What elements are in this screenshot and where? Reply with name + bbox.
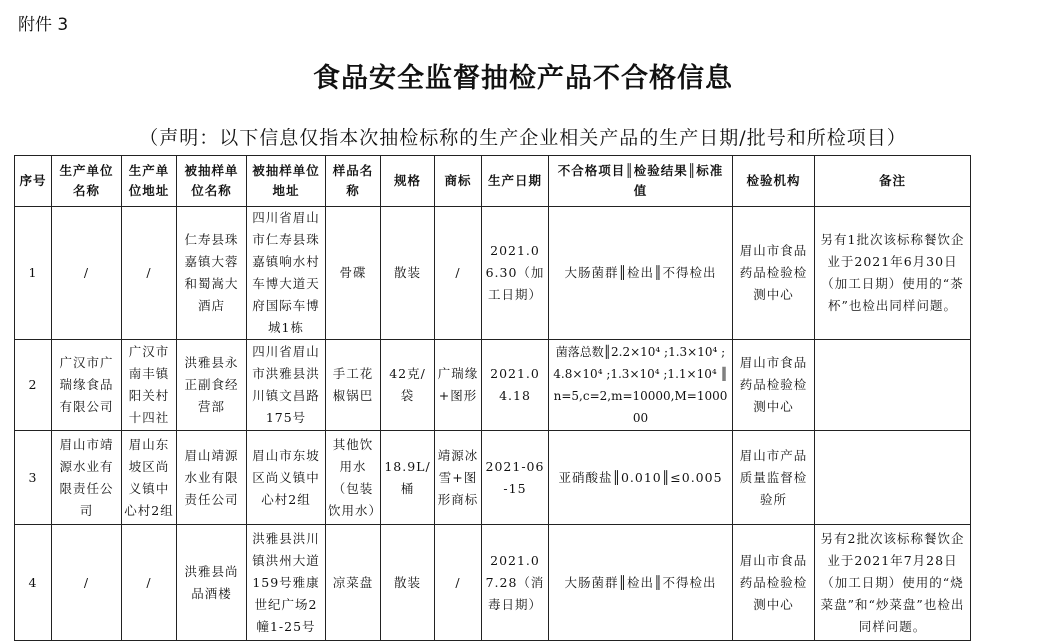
col-header: 序号 bbox=[15, 156, 52, 207]
cell-sampled: 洪雅县永正副食经营部 bbox=[177, 340, 247, 431]
statement: （声明：以下信息仅指本次抽检标称的生产企业相关产品的生产日期/批号和所检项目） bbox=[139, 127, 907, 149]
cell-producer-addr: 眉山东坡区尚义镇中心村2组 bbox=[122, 431, 177, 525]
cell-note: 另有1批次该标称餐饮企业于2021年6月30日（加工日期）使用的“茶杯”也检出同样问题。 bbox=[815, 207, 971, 340]
nonconforming-products-table bbox=[14, 155, 971, 641]
cell-spec: 散装 bbox=[381, 207, 435, 340]
cell-item: 亚硝酸盐║0.010║≤0.005 bbox=[549, 431, 733, 525]
header-row bbox=[15, 156, 971, 207]
cell-sample: 其他饮用水（包装饮用水） bbox=[326, 431, 381, 525]
cell-brand: 靖源冰雪+图形商标 bbox=[435, 431, 482, 525]
cell-sampled-addr: 洪雅县洪川镇洪州大道159号雅康世纪广场2幢1-25号 bbox=[247, 525, 326, 641]
col-header: 被抽样单位地址 bbox=[247, 156, 326, 207]
col-header: 被抽样单位名称 bbox=[177, 156, 247, 207]
cell-date: 2021.06.30（加工日期） bbox=[482, 207, 549, 340]
cell-brand: / bbox=[435, 207, 482, 340]
cell-no: 1 bbox=[15, 207, 52, 340]
table-row bbox=[15, 525, 971, 641]
attachment-label: 附件 3 bbox=[18, 15, 69, 35]
cell-no: 4 bbox=[15, 525, 52, 641]
cell-spec: 18.9L/桶 bbox=[381, 431, 435, 525]
cell-producer: / bbox=[52, 525, 122, 641]
cell-spec: 42克/袋 bbox=[381, 340, 435, 431]
cell-producer-addr: 广汉市南丰镇阳关村十四社 bbox=[122, 340, 177, 431]
cell-spec: 散装 bbox=[381, 525, 435, 641]
col-header: 不合格项目║检验结果║标准值 bbox=[549, 156, 733, 207]
cell-note: 另有2批次该标称餐饮企业于2021年7月28日（加工日期）使用的“烧菜盘”和“炒菜盘”也检出同样问题。 bbox=[815, 525, 971, 641]
col-header: 规格 bbox=[381, 156, 435, 207]
cell-date: 2021.07.28（消毒日期） bbox=[482, 525, 549, 641]
cell-sample: 骨碟 bbox=[326, 207, 381, 340]
col-header: 商标 bbox=[435, 156, 482, 207]
page-title: 食品安全监督抽检产品不合格信息 bbox=[313, 63, 733, 94]
cell-sampled: 洪雅县尚品酒楼 bbox=[177, 525, 247, 641]
cell-lab: 眉山市食品药品检验检测中心 bbox=[733, 525, 815, 641]
cell-brand: / bbox=[435, 525, 482, 641]
cell-sampled-addr: 四川省眉山市洪雅县洪川镇文昌路175号 bbox=[247, 340, 326, 431]
cell-date: 2021-06-15 bbox=[482, 431, 549, 525]
cell-sampled-addr: 四川省眉山市仁寿县珠嘉镇响水村车博大道天府国际车博城1栋 bbox=[247, 207, 326, 340]
cell-sample: 手工花椒锅巴 bbox=[326, 340, 381, 431]
cell-producer-addr: / bbox=[122, 525, 177, 641]
col-header: 生产日期 bbox=[482, 156, 549, 207]
col-header: 检验机构 bbox=[733, 156, 815, 207]
col-header: 备注 bbox=[815, 156, 971, 207]
cell-note bbox=[815, 340, 971, 431]
table-row bbox=[15, 207, 971, 340]
table-row bbox=[15, 340, 971, 431]
cell-sampled: 仁寿县珠嘉镇大蓉和蜀嵩大酒店 bbox=[177, 207, 247, 340]
col-header: 生产单位名称 bbox=[52, 156, 122, 207]
cell-producer-addr: / bbox=[122, 207, 177, 340]
cell-lab: 眉山市食品药品检验检测中心 bbox=[733, 340, 815, 431]
cell-sampled: 眉山靖源水业有限责任公司 bbox=[177, 431, 247, 525]
cell-brand: 广瑞缘+图形 bbox=[435, 340, 482, 431]
cell-producer: 广汉市广瑞缘食品有限公司 bbox=[52, 340, 122, 431]
cell-note bbox=[815, 431, 971, 525]
cell-item: 大肠菌群║检出║不得检出 bbox=[549, 207, 733, 340]
cell-lab: 眉山市食品药品检验检测中心 bbox=[733, 207, 815, 340]
cell-item: 大肠菌群║检出║不得检出 bbox=[549, 525, 733, 641]
cell-item: 菌落总数║2.2×10⁴ ;1.3×10⁴ ;4.8×10⁴ ;1.3×10⁴ ;1.1×10⁴ ║ n=5,c=2,m=10000,M=100000 bbox=[549, 340, 733, 431]
cell-producer: 眉山市靖源水业有限责任公司 bbox=[52, 431, 122, 525]
col-header: 样品名称 bbox=[326, 156, 381, 207]
cell-no: 3 bbox=[15, 431, 52, 525]
cell-sample: 凉菜盘 bbox=[326, 525, 381, 641]
table-row bbox=[15, 431, 971, 525]
cell-sampled-addr: 眉山市东坡区尚义镇中心村2组 bbox=[247, 431, 326, 525]
cell-lab: 眉山市产品质量监督检验所 bbox=[733, 431, 815, 525]
cell-date: 2021.04.18 bbox=[482, 340, 549, 431]
col-header: 生产单位地址 bbox=[122, 156, 177, 207]
cell-no: 2 bbox=[15, 340, 52, 431]
cell-producer: / bbox=[52, 207, 122, 340]
